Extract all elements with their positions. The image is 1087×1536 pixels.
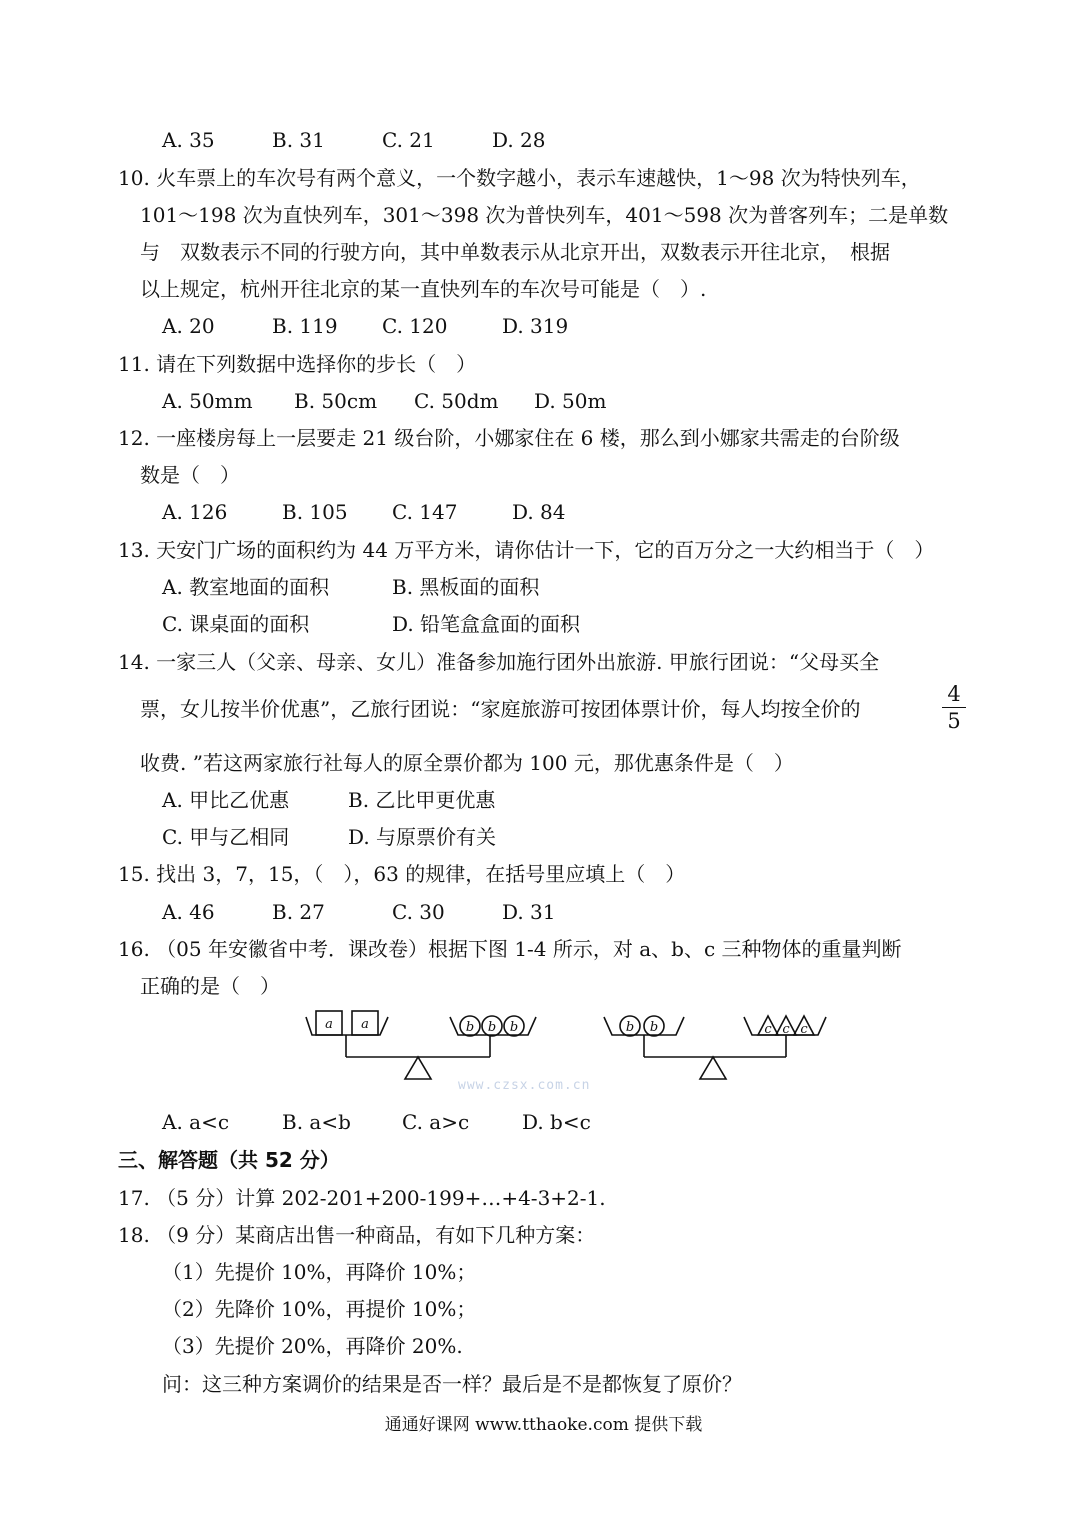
q18-item-1: （1）先提价 10%，再降价 10%； — [162, 1260, 477, 1284]
q11-text: 11. 请在下列数据中选择你的步长（ ） — [118, 352, 477, 376]
q9-option-d: D. 28 — [492, 128, 546, 152]
balance-figure-right — [600, 1005, 835, 1085]
q16-line-2: 正确的是（ ） — [140, 974, 280, 998]
q18-item-3: （3）先提价 20%，再降价 20%. — [162, 1334, 463, 1358]
q12-option-c: C. 147 — [392, 500, 458, 524]
page-footer: 通通好课网 www.tthaoke.com 提供下载 — [384, 1415, 703, 1435]
q12-option-a: A. 126 — [162, 500, 228, 524]
fraction-denominator: 5 — [947, 709, 961, 733]
q16-option-d: D. b<c — [522, 1110, 591, 1134]
q15-option-b: B. 27 — [272, 900, 325, 924]
label-b-3: b — [509, 1020, 519, 1035]
q13-option-a: A. 教室地面的面积 — [162, 575, 330, 599]
q15-option-c: C. 30 — [392, 900, 445, 924]
label-b-4: b — [625, 1020, 635, 1035]
q11-option-b: B. 50cm — [294, 389, 378, 413]
q15-option-d: D. 31 — [502, 900, 556, 924]
q18-question: 问：这三种方案调价的结果是否一样？最后是不是都恢复了原价？ — [162, 1372, 742, 1396]
q11-option-d: D. 50m — [534, 389, 607, 413]
q10-option-d: D. 319 — [502, 314, 569, 338]
q12-option-b: B. 105 — [282, 500, 348, 524]
left-pan-1 — [306, 1017, 388, 1035]
q14-options-row-2 — [162, 825, 496, 849]
label-c-3: c — [800, 1022, 808, 1037]
section-3-title: 三、解答题（共 52 分） — [118, 1148, 340, 1172]
q16-line-1: 16. （05 年安徽省中考．课改卷）根据下图 1-4 所示，对 a、b、c 三种物体的重量判断 — [118, 937, 902, 961]
q13-option-d: D. 铅笔盒盒面的面积 — [392, 612, 581, 636]
q14-option-d: D. 与原票价有关 — [348, 825, 497, 849]
q18-text: 18. （9 分）某商店出售一种商品，有如下几种方案： — [118, 1223, 596, 1247]
q15-text: 15. 找出 3，7，15，（ ），63 的规律，在括号里应填上（ ） — [118, 862, 686, 886]
label-a-2: a — [361, 1017, 369, 1032]
q13-option-c: C. 课桌面的面积 — [162, 612, 310, 636]
q14-option-a: A. 甲比乙优惠 — [162, 788, 290, 812]
q11-option-a: A. 50mm — [162, 389, 253, 413]
q12-line-1: 12. 一座楼房每上一层要走 21 级台阶，小娜家住在 6 楼，那么到小娜家共需走的台阶级 — [118, 426, 900, 450]
fulcrum-1 — [405, 1057, 431, 1079]
fraction-bar — [942, 707, 966, 708]
label-b-2: b — [487, 1020, 497, 1035]
balance-figure-left — [300, 1005, 550, 1085]
q9-option-a: A. 35 — [162, 128, 215, 152]
fraction-numerator: 4 — [947, 682, 961, 706]
q12-line-2: 数是（ ） — [140, 463, 240, 487]
q14-line-3: 收费. ”若这两家旅行社每人的原全票价都为 100 元，那优惠条件是（ ） — [140, 751, 794, 775]
q16-option-c: C. a>c — [402, 1110, 470, 1134]
q18-item-2: （2）先降价 10%，再提价 10%； — [162, 1297, 477, 1321]
label-b-5: b — [649, 1020, 659, 1035]
q16-option-b: B. a<b — [282, 1110, 351, 1134]
label-a-1: a — [325, 1017, 333, 1032]
q11-option-c: C. 50dm — [414, 389, 499, 413]
q14-option-c: C. 甲与乙相同 — [162, 825, 290, 849]
q14-options-row-1 — [162, 788, 495, 812]
q9-option-c: C. 21 — [382, 128, 435, 152]
q9-option-b: B. 31 — [272, 128, 325, 152]
figure-watermark: www.czsx.com.cn — [458, 1078, 591, 1093]
fulcrum-2 — [700, 1057, 726, 1079]
label-b-1: b — [465, 1020, 475, 1035]
q17-text: 17. （5 分）计算 202-201+200-199+…+4-3+2-1. — [118, 1186, 606, 1210]
q10-options — [162, 314, 568, 338]
label-c-2: c — [782, 1022, 790, 1037]
q9-options — [162, 128, 546, 152]
fraction-four-fifths — [942, 682, 966, 733]
label-c-1: c — [764, 1022, 772, 1037]
q16-options — [162, 1110, 591, 1134]
q10-line-1: 10. 火车票上的车次号有两个意义，一个数字越小，表示车速越快，1～98 次为特快列车， — [118, 166, 921, 190]
q14-line-1: 14. 一家三人（父亲、母亲、女儿）准备参加施行团外出旅游. 甲旅行团说：“父母买全 — [118, 650, 880, 674]
q10-line-3: 与 双数表示不同的行驶方向，其中单数表示从北京开出，双数表示开往北京， 根据 — [140, 240, 890, 264]
q12-options — [162, 500, 566, 524]
q13-option-b: B. 黑板面的面积 — [392, 575, 540, 599]
q12-option-d: D. 84 — [512, 500, 566, 524]
q14-line-2: 票，女儿按半价优惠”，乙旅行团说：“家庭旅游可按团体票计价，每人均按全价的 — [140, 697, 861, 721]
q10-line-4: 以上规定，杭州开往北京的某一直快列车的车次号可能是（ ）. — [140, 277, 707, 301]
q15-options — [162, 900, 556, 924]
q13-options-row-1 — [162, 575, 539, 599]
q16-option-a: A. a<c — [162, 1110, 230, 1134]
q13-text: 13. 天安门广场的面积约为 44 万平方米，请你估计一下，它的百万分之一大约相当于（ ） — [118, 538, 935, 562]
q10-option-b: B. 119 — [272, 314, 338, 338]
q13-options-row-2 — [162, 612, 580, 636]
q10-option-c: C. 120 — [382, 314, 448, 338]
q10-line-2: 101～198 次为直快列车，301～398 次为普快列车，401～598 次为普客列车；二是单数 — [140, 203, 949, 227]
q10-option-a: A. 20 — [162, 314, 215, 338]
q15-option-a: A. 46 — [162, 900, 215, 924]
q11-options — [162, 389, 606, 413]
q14-option-b: B. 乙比甲更优惠 — [348, 788, 496, 812]
